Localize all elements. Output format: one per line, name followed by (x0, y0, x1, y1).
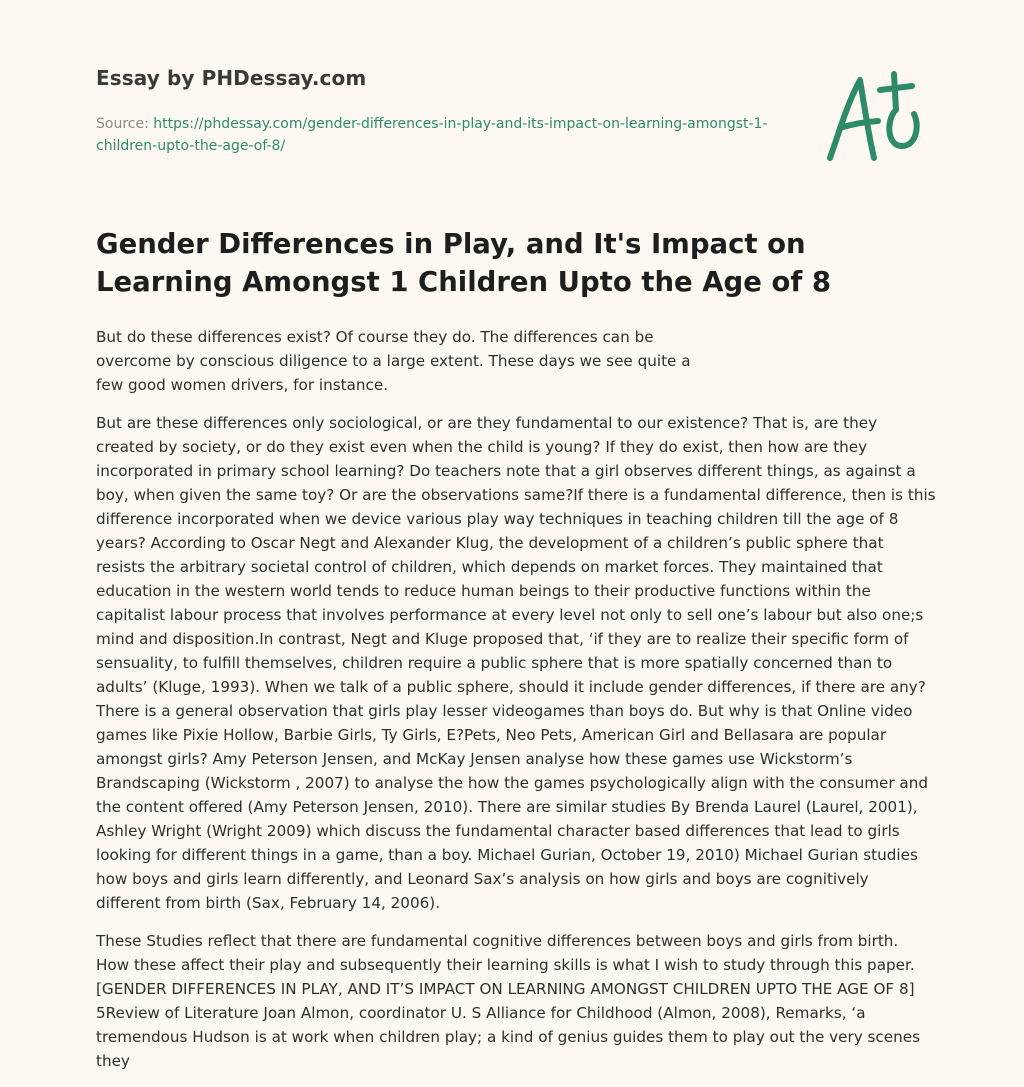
a-plus-grade-icon (816, 66, 936, 170)
article-paragraph: But are these differences only sociological, or are they fundamental to our existence? That is, are they created by society, or do they exist even when the child is young? If they do exist, then how are they incorporated in primary school learning? Do teachers note that a girl observes different things, as against a boy, when given the same toy? Or are the observations same?If there is a fundamental difference, then is this difference incorporated when we device various play way techniques in teaching children till the age of 8 years? According to Oscar Negt and Alexander Klug, the development of a children’s public sphere that resists the arbitrary societal control of children, which depends on market forces. They maintained that education in the western world tends to reduce human beings to their productive functions within the capitalist labour process that involves performance at every level not only to sell one’s labour but also one;s mind and disposition.In contrast, Negt and Kluge proposed that, ‘if they are to realize their specific form of sensuality, to fulfill themselves, children require a public sphere that is more spatially concerned than to adults’ (Kluge, 1993). When we talk of a public sphere, should it include gender differences, if there are any? There is a general observation that girls play lesser videogames than boys do. But why is that Online video games like Pixie Hollow, Barbie Girls, Ty Girls, E?Pets, Neo Pets, American Girl and Bellasara are popular amongst girls? Amy Peterson Jensen, and McKay Jensen analyse how these games use Wickstorm’s Brandscaping (Wickstorm , 2007) to analyse the how the games psychologically align with the consumer and the content offered (Amy Peterson Jensen, 2010). There are similar studies By Brenda Laurel (Laurel, 2001), Ashley Wright (Wright 2009) which discuss the fundamental character based differences that lead to girls looking for different things in a game, than a boy. Michael Gurian, October 19, 2010) Michael Gurian studies how boys and girls learn differently, and Leonard Sax’s analysis on how girls and boys are cognitively different from birth (Sax, February 14, 2006). (96, 414, 936, 912)
source-line (96, 113, 776, 157)
article-title: Gender Differences in Play, and It's Impact on Learning Amongst 1 Children Upto the Age of 8 (96, 228, 832, 298)
article-body (96, 325, 936, 1087)
article-paragraph: These Studies reflect that there are fundamental cognitive differences between boys and girls from birth. How these affect their play and subsequently their learning skills is what I wish to study through this paper. [GENDER DIFFERENCES IN PLAY, AND IT’S IMPACT ON LEARNING AMONGST CHILDREN UPTO THE AGE OF 8] 5Review of Literature Joan Almon, coordinator U. S Alliance for Childhood (Almon, 2008), Remarks, ‘a tremendous Hudson is at work when children play; a kind of genius guides them to play out the very scenes they (96, 932, 921, 1070)
article-paragraph: But do these differences exist? Of course they do. The differences can be overcome by conscious diligence to a large extent. These days we see quite a few good women drivers, for instance. (96, 328, 691, 394)
source-link[interactable]: https://phdessay.com/gender-differences-in-play-and-its-impact-on-learning-amongst-1-children-upto-the-age-of-8/ (96, 116, 768, 154)
site-brand: Essay by PHDessay.com (96, 66, 367, 90)
source-label: Source: (96, 116, 149, 132)
